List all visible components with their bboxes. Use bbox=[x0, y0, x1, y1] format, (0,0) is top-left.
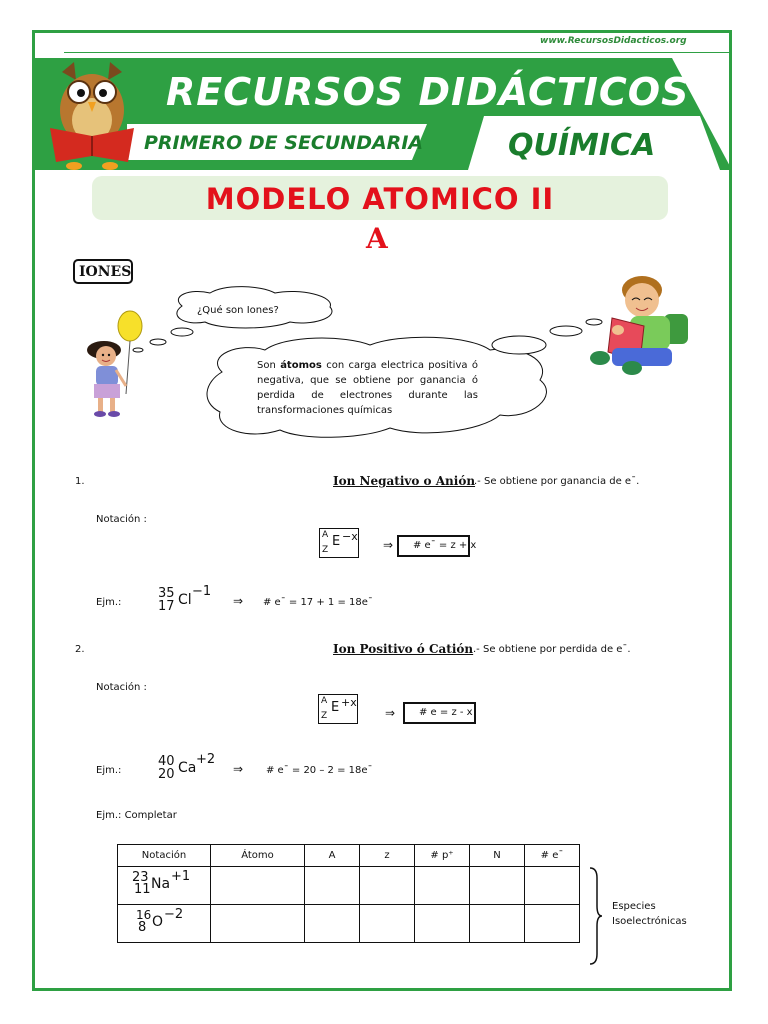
col-header: Notación bbox=[118, 845, 211, 867]
implies-arrow: ⇒ bbox=[233, 594, 244, 608]
nuclide-cell bbox=[118, 905, 211, 943]
nuclide-mass: 40 bbox=[158, 754, 175, 769]
nuclide-atomic: 17 bbox=[158, 599, 175, 614]
answer-cell[interactable] bbox=[525, 905, 580, 943]
notation-charge: −x bbox=[342, 530, 358, 543]
answer-cell[interactable] bbox=[415, 867, 470, 905]
girl-with-balloon-icon bbox=[76, 308, 148, 420]
section-description: .- Se obtiene por perdida de e¯. bbox=[473, 644, 631, 655]
answer-cell[interactable] bbox=[211, 905, 305, 943]
brand-title: RECURSOS DIDÁCTICOS bbox=[166, 70, 690, 114]
nuclide-charge: +2 bbox=[196, 752, 216, 767]
dialog-answer bbox=[257, 358, 478, 418]
answer-cell[interactable] bbox=[211, 867, 305, 905]
nuclide-symbol: Cl bbox=[178, 592, 192, 608]
notation-symbol: E bbox=[331, 700, 340, 715]
answer-cell[interactable] bbox=[525, 867, 580, 905]
answer-pre: Son bbox=[257, 360, 281, 371]
answer-bold: átomos bbox=[280, 360, 322, 371]
answer-cell[interactable] bbox=[305, 867, 360, 905]
notation-atomic: Z bbox=[321, 711, 328, 721]
site-url[interactable]: www.RecursosDidacticos.org bbox=[540, 36, 687, 46]
table-row bbox=[118, 905, 580, 943]
col-header: A bbox=[305, 845, 360, 867]
nuclide-symbol: Ca bbox=[178, 760, 197, 776]
example-label: Ejm.: bbox=[96, 597, 122, 608]
notation-general bbox=[319, 528, 359, 558]
section-number: 2. bbox=[75, 644, 85, 655]
boy-reading-icon bbox=[582, 268, 694, 380]
notation-label: Notación : bbox=[96, 682, 147, 693]
example-label: Ejm.: bbox=[96, 765, 122, 776]
implies-arrow: ⇒ bbox=[233, 762, 244, 776]
bracket-label: Especies Isoelectrónicas bbox=[612, 901, 687, 927]
nuclide-mass: 35 bbox=[158, 586, 175, 601]
answer-cell[interactable] bbox=[470, 905, 525, 943]
exercise-label: Ejm.: Completar bbox=[96, 810, 177, 821]
formula-box: # e = z - x bbox=[403, 702, 476, 724]
answer-post: con carga electrica positiva ó negativa, que se obtiene por ganancia ó perdida de electrones durante las transformaciones químicas bbox=[257, 360, 478, 416]
col-header: # p⁺ bbox=[415, 845, 470, 867]
notation-label: Notación : bbox=[96, 514, 147, 525]
example-result: # e¯ = 17 + 1 = 18e¯ bbox=[263, 597, 373, 608]
nuclide-atomic: 11 bbox=[134, 882, 151, 897]
subject-label: QUÍMICA bbox=[508, 128, 656, 163]
notation-general bbox=[318, 694, 358, 724]
dialog-question: ¿Qué son Iones? bbox=[197, 305, 279, 316]
col-header: N bbox=[470, 845, 525, 867]
col-header: # e¯ bbox=[525, 845, 580, 867]
nuclide-mass: 23 bbox=[132, 870, 149, 885]
formula-box: # e¯ = z + x bbox=[397, 535, 470, 557]
nuclide-atomic: 8 bbox=[138, 920, 147, 935]
notation-mass: A bbox=[321, 696, 328, 706]
level-label: PRIMERO DE SECUNDARIA bbox=[144, 132, 424, 154]
answer-cell[interactable] bbox=[305, 905, 360, 943]
nuclide-charge: −2 bbox=[164, 907, 184, 922]
nuclide-mass: 16 bbox=[136, 908, 152, 922]
section-number: 1. bbox=[75, 476, 85, 487]
answer-cell[interactable] bbox=[415, 905, 470, 943]
answer-cell[interactable] bbox=[470, 867, 525, 905]
notation-mass: A bbox=[322, 530, 329, 540]
topic-title: MODELO ATOMICO II bbox=[205, 182, 555, 216]
implies-arrow: ⇒ bbox=[383, 538, 394, 552]
exercise-table bbox=[117, 844, 580, 943]
nuclide-charge: +1 bbox=[171, 869, 191, 884]
answer-cell[interactable] bbox=[360, 867, 415, 905]
nuclide-symbol: O bbox=[152, 914, 164, 930]
right-brace-icon bbox=[588, 866, 604, 966]
answer-cell[interactable] bbox=[360, 905, 415, 943]
section-title: Ion Positivo ó Catión bbox=[333, 642, 474, 656]
section-description: .- Se obtiene por ganancia de e¯. bbox=[474, 476, 640, 487]
nuclide-symbol: Na bbox=[151, 876, 171, 892]
section-title: Ion Negativo o Anión bbox=[333, 474, 476, 488]
example-result: # e¯ = 20 – 2 = 18e¯ bbox=[266, 765, 373, 776]
table-row bbox=[118, 867, 580, 905]
nuclide-cell bbox=[118, 867, 211, 905]
table-header-row bbox=[118, 845, 580, 867]
level-letter: A bbox=[366, 222, 388, 255]
notation-atomic: Z bbox=[322, 545, 329, 555]
col-header: Átomo bbox=[211, 845, 305, 867]
section-label: IONES bbox=[79, 264, 132, 280]
nuclide-charge: −1 bbox=[192, 584, 212, 599]
col-header: z bbox=[360, 845, 415, 867]
notation-charge: +x bbox=[341, 696, 357, 709]
implies-arrow: ⇒ bbox=[385, 706, 396, 720]
nuclide-atomic: 20 bbox=[158, 767, 175, 782]
notation-symbol: E bbox=[332, 534, 341, 549]
